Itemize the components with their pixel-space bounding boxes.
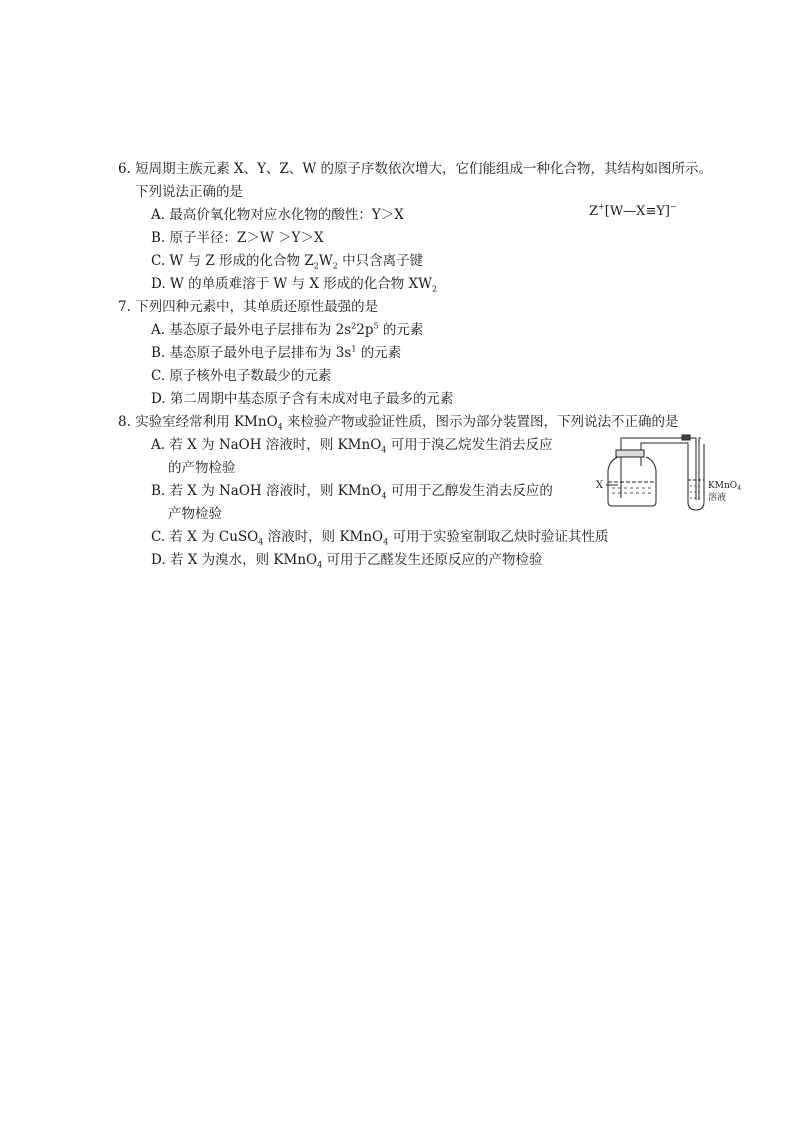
q8-option-b-line2: 产物检验	[168, 506, 222, 522]
delivery-tube	[688, 438, 696, 500]
reagent-label-line2: 溶液	[708, 493, 727, 503]
q7-option-d: D. 第二周期中基态原子含有未成对电子最多的元素	[151, 391, 454, 407]
q6-stem-line2: 下列说法正确的是	[135, 184, 243, 200]
q8-option-a-line1: A. 若 X 为 NaOH 溶液时，则 KMnO$_4$ 可用于溴乙烷发生消去反应	[151, 437, 553, 455]
x-label: X	[596, 480, 604, 491]
bottle-liquid	[612, 488, 652, 493]
q8-option-b-line1: B. 若 X 为 NaOH 溶液时，则 KMnO$_4$ 可用于乙醇发生消去反应的	[151, 483, 553, 501]
q7-option-b: B. 基态原子最外电子层排布为 $3s^1$ 的元素	[151, 344, 402, 361]
reagent-label: KMnO$_4$	[708, 481, 741, 492]
q8-option-a-line2: 的产物检验	[168, 460, 236, 476]
q7-option-a: A. 基态原子最外电子层排布为 $2s^22p^5$ 的元素	[151, 321, 424, 338]
q7-option-c: C. 原子核外电子数最少的元素	[151, 368, 332, 384]
outlet-tube	[641, 442, 688, 457]
q8-stem: 8. 实验室经常利用 KMnO$_4$ 来检验产物或验证性质，图示为部分装置图，下列说法不正确的是	[118, 414, 679, 432]
q8-option-c: C. 若 X 为 CuSO$_4$ 溶液时，则 KMnO$_4$ 可用于实验室制取乙炔时验证其性质	[151, 529, 609, 547]
q6-stem-line1: 6. 短周期主族元素 X、Y、Z、W 的原子序数依次增大，它们能组成一种化合物，其结构如图所示。	[118, 161, 713, 177]
delivery-tube-2	[699, 438, 701, 500]
apparatus-figure	[596, 430, 766, 512]
q6-option-d: D. W 的单质难溶于 W 与 X 形成的化合物 $XW_2$	[151, 276, 438, 294]
q6-option-c: C. W 与 Z 形成的化合物 $Z_2W_2$ 中只含离子键	[151, 253, 424, 271]
q6-option-a: A. 最高价氧化物对应水化物的酸性：Y＞X	[151, 207, 404, 223]
tube-connector	[682, 435, 690, 440]
q6-option-b: B. 原子半径：Z＞W ＞Y＞X	[151, 230, 324, 246]
q6-structure-formula: Z+[W—X≡Y]−	[589, 201, 677, 219]
q8-option-d: D. 若 X 为溴水，则 KMnO$_4$ 可用于乙醛发生还原反应的产物检验	[151, 552, 543, 570]
q7-stem: 7. 下列四种元素中，其单质还原性最强的是	[118, 299, 379, 315]
bottle-stopper	[616, 450, 644, 457]
